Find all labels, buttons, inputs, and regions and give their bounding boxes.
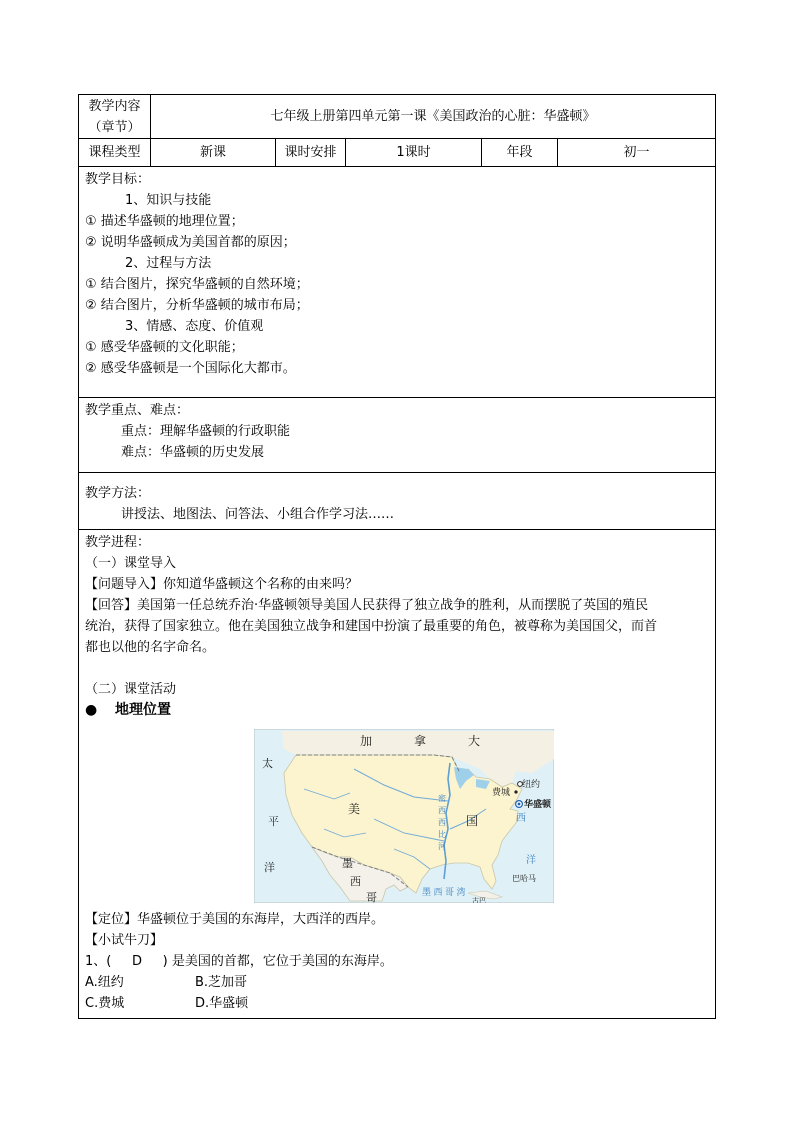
question-1: 1、( D ) 是美国的首都，它位于美国的东海岸。	[85, 954, 393, 969]
bullet-heading	[85, 700, 709, 721]
map-label-mexico-1: 墨	[342, 858, 353, 870]
option-b: B.芝加哥	[195, 975, 248, 990]
newyork-marker-icon	[518, 782, 523, 787]
map-label-atlantic-2: 洋	[526, 855, 536, 866]
usa-map	[254, 729, 554, 903]
map-label-atlantic-1: 西	[516, 813, 526, 824]
process-part2: （二）课堂活动	[85, 682, 177, 697]
map-label-bahamas: 巴哈马	[512, 874, 536, 883]
grade-label: 年段	[482, 139, 558, 167]
map-label-usa-1: 美	[348, 802, 361, 816]
map-label-washington: 华盛顿	[524, 799, 552, 809]
methods-value: 讲授法、地图法、问答法、小组合作学习法……	[121, 507, 395, 522]
goal-item: ② 说明华盛顿成为美国首都的原因；	[85, 235, 296, 250]
try-label: 【小试牛刀】	[85, 933, 164, 948]
process-title: 教学进程：	[85, 535, 151, 550]
options-row-1	[85, 972, 709, 993]
goal-item: ② 结合图片，分析华盛顿的城市布局；	[85, 298, 309, 313]
course-type-value: 新课	[151, 139, 276, 167]
bullet-icon: ●	[85, 702, 98, 718]
intro-question: 【问题导入】你知道华盛顿这个名称的由来吗？	[85, 577, 359, 592]
map-label-river-4: 比	[438, 830, 446, 839]
goal-item: ② 感受华盛顿是一个国际化大都市。	[85, 361, 296, 376]
spacer	[85, 658, 709, 679]
map-label-canada-2: 拿	[414, 734, 427, 748]
option-d: D.华盛顿	[195, 996, 249, 1011]
map-label-usa-2: 国	[466, 814, 479, 828]
map-label-river-2: 西	[438, 806, 446, 815]
map-label-newyork: 纽约	[522, 779, 541, 789]
goal-heading-2: 2、过程与方法	[125, 256, 212, 271]
map-label-philadelphia: 费城	[492, 787, 511, 797]
key-points-title: 教学重点、难点：	[85, 403, 190, 418]
map-label-river-5: 河	[438, 842, 446, 851]
intro-answer-line1: 【回答】美国第一任总统乔治·华盛顿领导美国人民获得了独立战争的胜利，从而摆脱了英国的殖民	[85, 598, 649, 613]
content-label	[79, 95, 151, 139]
content-value: 七年级上册第四单元第一课《美国政治的心脏：华盛顿》	[151, 95, 716, 139]
map-label-gulf: 墨 西 哥 湾	[422, 887, 466, 897]
map-label-mexico-2: 西	[350, 876, 361, 888]
content-label-line1: 教学内容	[88, 98, 141, 114]
map-label-cuba: 古巴	[472, 898, 486, 903]
grade-value: 初一	[558, 139, 716, 167]
options-row-2	[85, 993, 709, 1014]
methods-title: 教学方法：	[85, 486, 151, 501]
teaching-goals-section	[79, 167, 716, 398]
option-c: C.费城	[85, 996, 125, 1011]
washington-marker-dot-icon	[518, 803, 521, 806]
map-label-mexico-3: 哥	[366, 892, 377, 903]
goal-heading-3: 3、情感、态度、价值观	[125, 319, 264, 334]
map-label-canada-1: 加	[360, 734, 373, 748]
process-section	[79, 530, 716, 1019]
process-part1: （一）课堂导入	[85, 556, 177, 571]
map-label-river-3: 西	[438, 818, 446, 827]
methods-section	[79, 473, 716, 530]
map-label-canada-3: 大	[468, 734, 481, 748]
locate-text: 【定位】华盛顿位于美国的东海岸，大西洋的西岸。	[85, 912, 385, 927]
key-focus: 重点：理解华盛顿的行政职能	[121, 424, 291, 439]
goal-item: ① 描述华盛顿的地理位置；	[85, 214, 244, 229]
intro-answer-line2: 统治，获得了国家独立。他在美国独立战争和建国中扮演了最重要的角色，被尊称为美国国父，而首	[85, 619, 658, 634]
key-points-section	[79, 398, 716, 473]
bullet-title: 地理位置	[115, 702, 171, 718]
course-type-label: 课程类型	[79, 139, 151, 167]
goal-heading-1: 1、知识与技能	[125, 193, 212, 208]
content-label-line2: （章节）	[88, 119, 141, 135]
key-difficulty: 难点：华盛顿的历史发展	[121, 445, 265, 460]
class-hours-value: 1课时	[346, 139, 482, 167]
goals-title: 教学目标：	[85, 172, 151, 187]
lesson-plan	[78, 94, 715, 1019]
usa-map-svg	[254, 729, 554, 903]
map-label-pacific-2: 平	[268, 816, 279, 828]
map-label-river-1: 密	[438, 794, 446, 803]
option-a: A.纽约	[85, 975, 124, 990]
class-hours-label: 课时安排	[276, 139, 346, 167]
map-label-pacific-1: 太	[262, 758, 273, 770]
philadelphia-marker-icon	[514, 790, 517, 793]
lesson-plan-table	[78, 94, 716, 1019]
goal-item: ① 结合图片，探究华盛顿的自然环境；	[85, 277, 309, 292]
map-label-pacific-3: 洋	[264, 862, 275, 874]
goal-item: ① 感受华盛顿的文化职能；	[85, 340, 244, 355]
intro-answer-line3: 都也以他的名字命名。	[85, 640, 216, 655]
